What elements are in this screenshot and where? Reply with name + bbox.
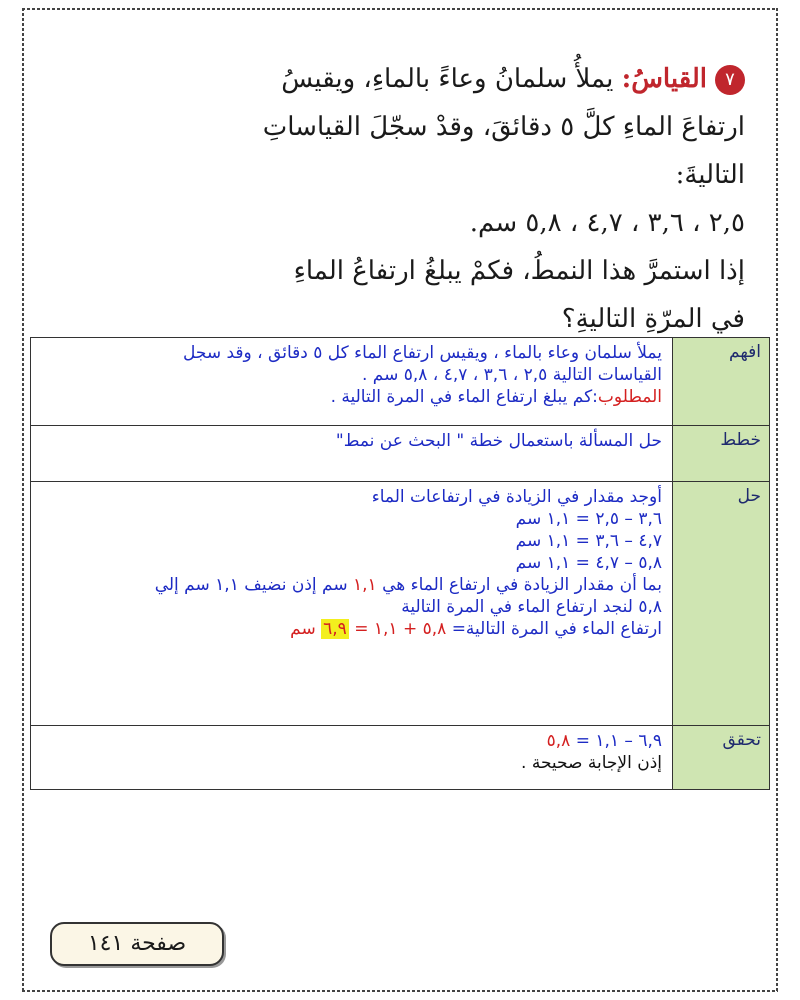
page-border-left (22, 8, 24, 992)
solve-line-7-unit: سم (290, 619, 316, 639)
required-label: المطلوب (597, 387, 662, 407)
content-solve (31, 482, 673, 726)
problem-text: يملأُ سلمانُ وعاءً بالماءِ، ويقيسُ (281, 64, 614, 94)
content-understand (31, 338, 673, 426)
solve-line-5-a: بما أن مقدار الزيادة في ارتفاع الماء هي (382, 575, 662, 595)
solve-line-7 (31, 618, 662, 640)
problem-line-3: التاليةَ: (675, 160, 745, 190)
check-line-2: إذن الإجابة صحيحة . (521, 753, 662, 773)
required-text: :كم يبلغ ارتفاع الماء في المرة التالية . (330, 387, 598, 407)
problem-number-badge: ٧ (715, 65, 745, 95)
check-line-1 (31, 730, 662, 752)
solve-line-5-b: ١,١ (352, 575, 377, 595)
page-border-top (22, 8, 778, 10)
check-line-1-b: ٥,٨ (546, 731, 571, 751)
solve-line-1: أوجد مقدار في الزيادة في ارتفاعات الماء (371, 487, 662, 507)
problem-line-1 (65, 55, 745, 103)
page-border-right (776, 8, 778, 992)
row-solve (31, 482, 770, 726)
final-answer-highlight: ٦,٩ (323, 619, 347, 639)
label-solve: حل (673, 482, 770, 726)
label-check: تحقق (673, 726, 770, 790)
solve-line-3: ٤,٧ – ٣,٦ = ١,١ سم (515, 531, 662, 551)
problem-line-2: ارتفاعَ الماءِ كلَّ ٥ دقائقَ، وقدْ سجّلَ القياساتِ (262, 112, 745, 142)
solve-line-7-a: ارتفاع الماء في المرة التالية= (451, 619, 662, 639)
solve-line-5-c: سم إذن نضيف ١,١ سم إلي (154, 575, 348, 595)
content-check (31, 726, 673, 790)
problem-keyword: القياسُ: (621, 64, 707, 94)
row-understand (31, 338, 770, 426)
problem-line-4: ٢,٥ ، ٣,٦ ، ٤,٧ ، ٥,٨ سم. (469, 208, 745, 238)
problem-line-6: في المرّةِ التاليةِ؟ (561, 304, 745, 334)
problem-line-5: إذا استمرَّ هذا النمطُ، فكمْ يبلغُ ارتفاعُ الماءِ (293, 256, 745, 286)
page-number: ١٤١ (87, 931, 124, 956)
understand-line-3 (31, 386, 662, 408)
solve-line-5 (31, 574, 662, 596)
page-label: صفحة (130, 931, 187, 956)
solve-line-4: ٥,٨ – ٤,٧ = ١,١ سم (515, 553, 662, 573)
solution-table (30, 337, 770, 790)
content-plan (31, 426, 673, 482)
check-line-1-a: ٦,٩ – ١,١ = (575, 731, 662, 751)
label-understand: افهم (673, 338, 770, 426)
page-number-box (50, 922, 224, 966)
plan-line: حل المسألة باستعمال خطة " البحث عن نمط" (335, 431, 662, 451)
label-plan: خطط (673, 426, 770, 482)
problem-statement (65, 55, 745, 343)
understand-line-1: يملأ سلمان وعاء بالماء ، ويقيس ارتفاع الماء كل ٥ دقائق ، وقد سجل (182, 343, 662, 363)
row-check (31, 726, 770, 790)
solve-line-2: ٣,٦ – ٢,٥ = ١,١ سم (515, 509, 662, 529)
solve-line-6: ٥,٨ لنجد ارتفاع الماء في المرة التالية (401, 597, 662, 617)
understand-line-2: القياسات التالية ٢,٥ ، ٣,٦ ، ٤,٧ ، ٥,٨ سم . (361, 365, 662, 385)
row-plan (31, 426, 770, 482)
page-border-bottom (22, 990, 778, 992)
solve-line-7-b: ٥,٨ + ١,١ = (354, 619, 447, 639)
